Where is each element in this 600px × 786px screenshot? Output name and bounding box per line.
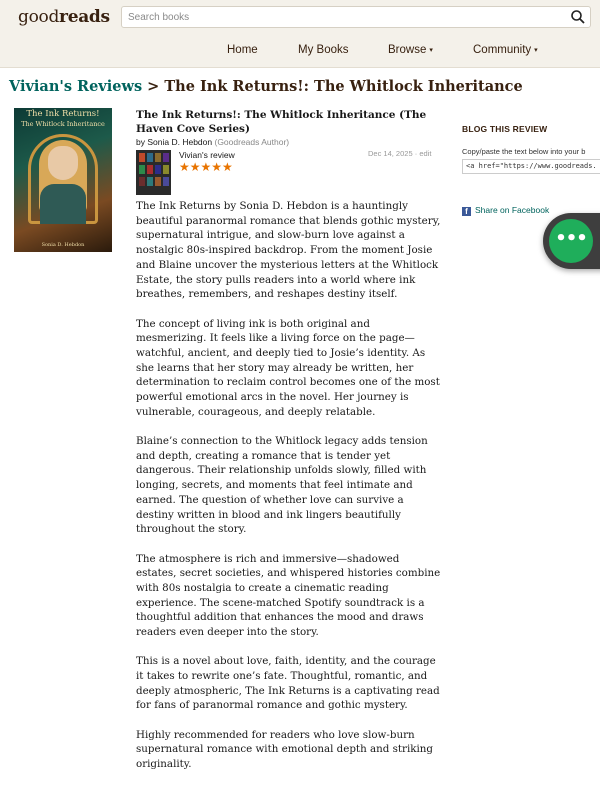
book-cover[interactable]	[14, 108, 112, 252]
blog-this-review-heading: BLOG THIS REVIEW	[462, 124, 548, 134]
date-separator: ·	[414, 149, 418, 158]
review-paragraph: The atmosphere is rich and immersive—shadowed estates, secret societies, and whispered histories combine with 80s nostalgia to create a cinematic reading experience. The scene-matched Spotify soundtrack is a thoughtful addition that enhances the mood and draws readers even deeper into the story.	[136, 552, 441, 639]
search-icon[interactable]	[570, 9, 586, 25]
author-link[interactable]: Sonia D. Hebdon	[147, 137, 213, 147]
nav-community[interactable]	[473, 44, 538, 56]
main-nav	[0, 36, 600, 68]
review-paragraph: The Ink Returns by Sonia D. Hebdon is a hauntingly beautiful paranormal romance that blends gothic mystery, supernatural intrigue, and slow-burn love against a nostalgic 80s-inspired backdrop. From the moment Josie and Blaine uncover the mysterious letters at the Whitlock Estate, the story pulls readers into a world where ink breathes, remembers, and reshapes destiny itself.	[136, 200, 441, 301]
cover-figure-dress	[40, 184, 86, 224]
more-options-button[interactable]: •••	[549, 219, 593, 263]
reviews-link[interactable]: Vivian's Reviews	[9, 78, 143, 95]
search-box	[121, 6, 591, 28]
share-on-facebook-link[interactable]	[462, 205, 549, 216]
blog-help-text: Copy/paste the text below into your b	[462, 147, 586, 156]
book-title[interactable]: The Ink Returns!: The Whitlock Inheritance (The Haven Cove Series)	[136, 109, 427, 135]
edit-link[interactable]: edit	[419, 149, 432, 158]
nav-browse-label: Browse	[388, 44, 427, 56]
embed-code-field[interactable]: <a href="https://www.goodreads.	[462, 159, 600, 174]
nav-community-label: Community	[473, 44, 532, 56]
breadcrumb-separator: >	[147, 78, 160, 95]
chevron-down-icon: ▾	[534, 47, 538, 54]
review-paragraph: Highly recommended for readers who love slow-burn supernatural romance with emotional depth and striking originality.	[136, 728, 434, 771]
nav-browse[interactable]	[388, 44, 433, 56]
share-label: Share on Facebook	[475, 205, 550, 215]
book-thumbnail[interactable]	[136, 150, 171, 195]
facebook-icon: f	[462, 207, 471, 216]
reviewer-name[interactable]: Vivian's review	[179, 150, 235, 160]
byline-by: by	[136, 137, 145, 147]
cover-subtitle: The Whitlock Inheritance	[21, 120, 105, 128]
site-header	[0, 0, 600, 36]
goodreads-logo[interactable]: goodreads	[18, 7, 110, 27]
review-paragraph: Blaine’s connection to the Whitlock legacy adds tension and depth, creating a romance that is tender yet dangerous. Their relationship unfolds slowly, filled with longing, secrets, and moments that feel intimate and earned. The question of whether love can survive a destiny written in blood and ink lingers beautifully throughout the story.	[136, 435, 428, 536]
chevron-down-icon: ▾	[429, 47, 433, 54]
nav-my-books[interactable]: My Books	[298, 44, 349, 56]
nav-home[interactable]: Home	[227, 44, 258, 56]
goodreads-author-badge: (Goodreads Author)	[214, 137, 290, 147]
review-date-text: Dec 14, 2025	[368, 149, 413, 158]
cover-title: The Ink Returns!	[26, 109, 100, 119]
floating-action-panel	[543, 213, 600, 269]
review-date	[368, 149, 431, 158]
review-body	[136, 199, 442, 786]
cover-author: Sonia D. Hebdon	[41, 242, 85, 248]
book-title-link[interactable]: The Ink Returns!: The Whitlock Inheritance	[164, 78, 523, 95]
book-byline	[136, 137, 289, 147]
page-title	[9, 78, 523, 95]
review-paragraph: This is a novel about love, faith, identity, and the courage it takes to rewrite one’s fate. Thoughtful, romantic, and deeply atmospheric, The Ink Returns is a captivating read for fans of paranormal romance and gothic mystery.	[136, 655, 440, 712]
review-paragraph: The concept of living ink is both original and mesmerizing. It feels like a living force on the page—watchful, ancient, and deeply tied to Josie’s identity. As she learns that her story may already be written, her determination to reclaim control becomes one of the most powerful emotional arcs in the novel. Her journey is vulnerable, courageous, and deeply relatable.	[136, 317, 440, 418]
rating-stars: ★★★★★	[179, 160, 233, 174]
cover-figure-face	[48, 146, 78, 180]
search-input[interactable]	[128, 9, 558, 25]
